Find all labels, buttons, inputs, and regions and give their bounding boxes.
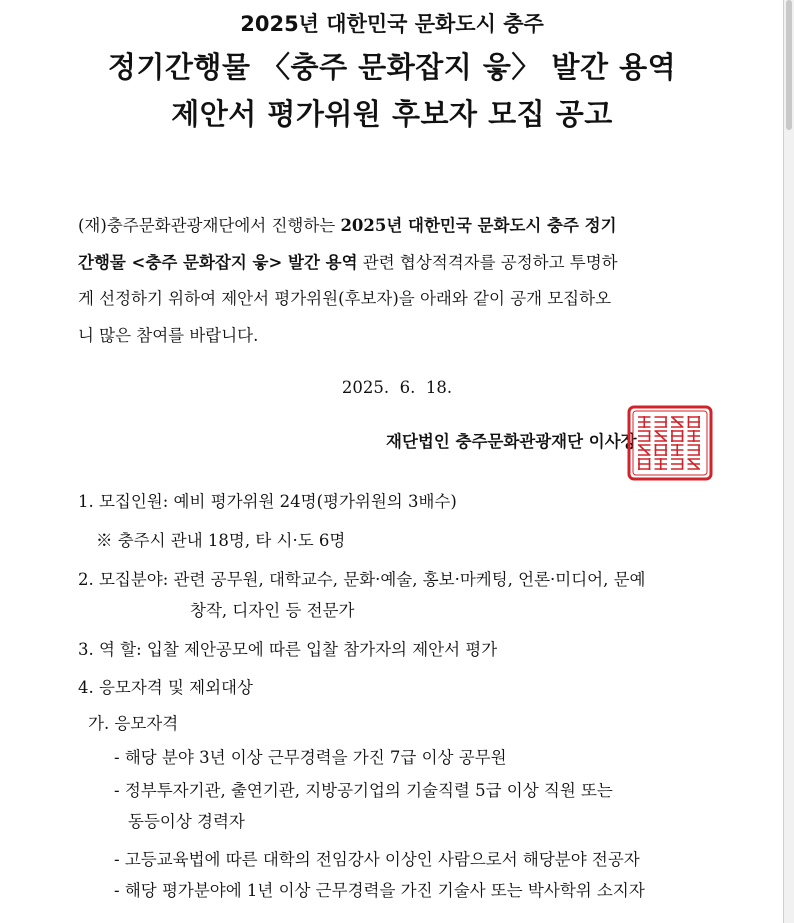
qualification-4: - 해당 평가분야에 1년 이상 근무경력을 가진 기술사 또는 박사학위 소지자: [114, 881, 645, 900]
item-4-subheading: 가. 응모자격: [88, 714, 179, 733]
title-line-3: 제안서 평가위원 후보자 모집 공고: [171, 97, 613, 131]
item-3-role: 3. 역 할: 입찰 제안공모에 따른 입찰 참가자의 제안서 평가: [78, 640, 498, 659]
seal-glyph: [638, 431, 651, 441]
qualification-2: - 정부투자기관, 출연기관, 지방공기업의 기술직렬 5급 이상 직원 또는: [114, 781, 613, 800]
seal-glyph: [655, 444, 668, 456]
intro-text: (재)충주문화관광재단에서 진행하는: [78, 216, 341, 235]
seal-glyph: [655, 458, 668, 470]
announcement-date: 2025. 6. 18.: [341, 378, 453, 397]
seal-glyph: [638, 458, 651, 470]
seal-glyph: [671, 459, 684, 469]
intro-line-4: 니 많은 참여를 바랍니다.: [78, 325, 259, 345]
item-1-recruit-count: 1. 모집인원: 예비 평가위원 24명(평가위원의 3배수): [78, 492, 457, 511]
intro-paragraph: [78, 208, 728, 354]
intro-bold-text: 간행물 <충주 문화잡지 읗> 발간 용역: [78, 252, 358, 272]
qualification-3: - 고등교육법에 따른 대학의 전임강사 이상인 사람으로서 해당분야 전공자: [114, 850, 640, 869]
organization-signature: 재단법인 충주문화관광재단 이사장: [386, 432, 637, 451]
seal-glyph: [655, 417, 668, 427]
title-line-2: 정기간행물 〈충주 문화잡지 읗〉 발간 용역: [107, 50, 677, 84]
seal-glyph: [671, 417, 684, 427]
item-4-heading: 4. 응모자격 및 제외대상: [78, 678, 253, 697]
item-1-note: ※ 충주시 관내 18명, 타 시·도 6명: [96, 531, 346, 550]
intro-line-3: 게 선정하기 위하여 제안서 평가위원(후보자)을 아래와 같이 공개 모집하오: [78, 289, 612, 308]
title-line-1: 2025년 대한민국 문화도시 충주: [240, 12, 544, 36]
scrollbar-thumb[interactable]: [786, 0, 792, 130]
intro-bold-text: 2025년 대한민국 문화도시 충주 정기: [340, 216, 617, 235]
seal-glyph: [671, 430, 684, 442]
seal-glyph: [638, 416, 651, 428]
seal-glyph: [688, 430, 701, 442]
intro-line-2: [78, 245, 728, 282]
intro-line-1: [78, 208, 728, 245]
seal-glyph: [688, 459, 701, 469]
seal-glyph: [671, 444, 684, 456]
vertical-scrollbar[interactable]: [784, 0, 794, 923]
official-seal-icon: [627, 405, 713, 481]
intro-text: 관련 협상적격자를 공정하고 투명하: [357, 252, 618, 272]
qualification-1: - 해당 분야 3년 이상 근무경력을 가진 7급 이상 공무원: [114, 748, 507, 767]
seal-glyph: [638, 445, 651, 455]
seal-glyph: [688, 416, 701, 428]
seal-glyph: [655, 431, 668, 441]
item-2-fields-cont: 창작, 디자인 등 전문가: [190, 601, 355, 620]
item-2-fields: 2. 모집분야: 관련 공무원, 대학교수, 문화·예술, 홍보·마케팅, 언론·미디어, 문예: [78, 570, 646, 589]
seal-glyph: [688, 445, 701, 455]
qualification-2-cont: 동등이상 경력자: [128, 812, 245, 831]
